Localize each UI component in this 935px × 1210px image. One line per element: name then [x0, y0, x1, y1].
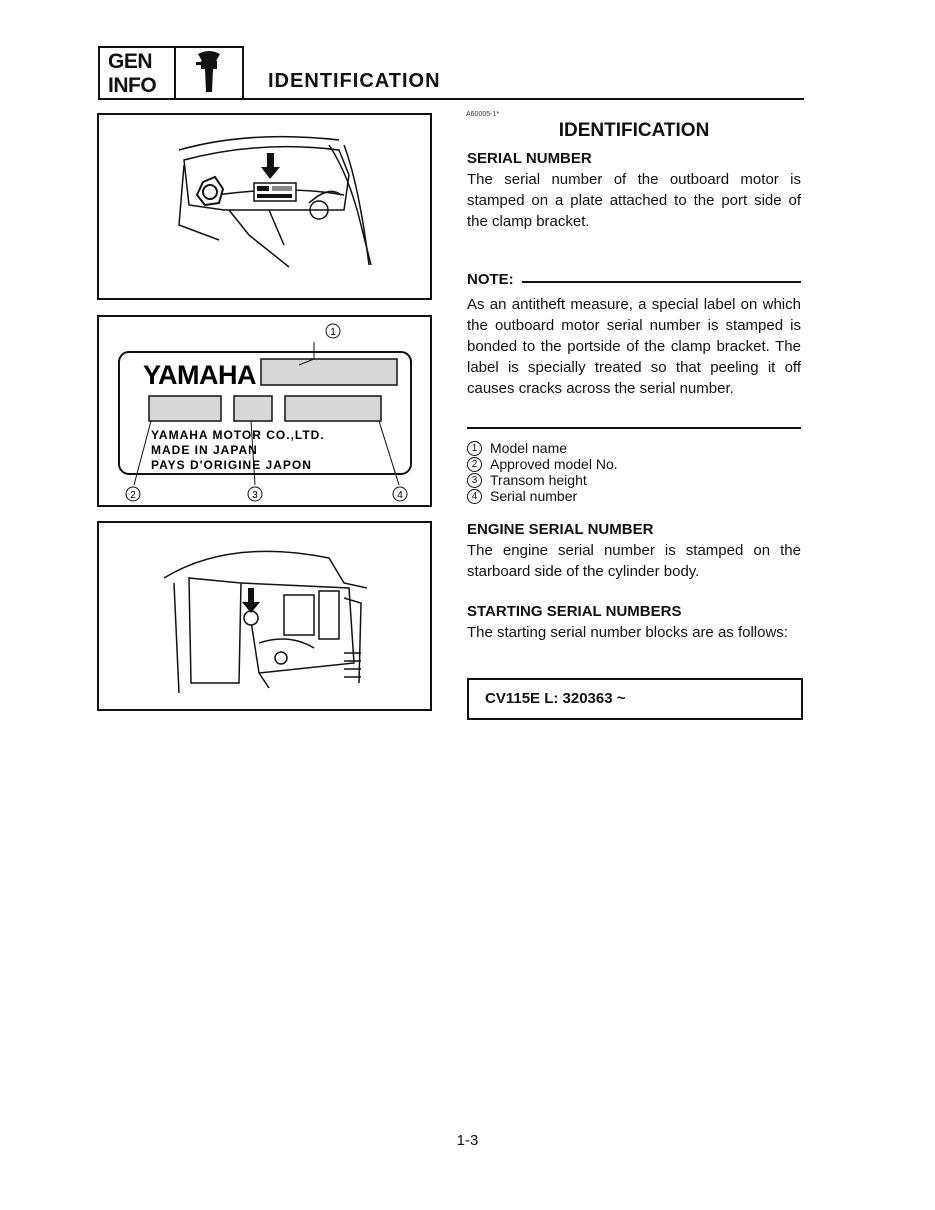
engine-illustration: [99, 523, 430, 709]
section-badge: [98, 46, 244, 100]
starting-serial-heading: STARTING SERIAL NUMBERS: [467, 603, 682, 620]
page-number: 1-3: [456, 1132, 479, 1149]
engine-figure: [97, 521, 432, 711]
note-header: [467, 271, 801, 288]
starting-serial-section: [467, 603, 801, 643]
callout-1: 1: [330, 327, 336, 338]
section-label-gen: GEN: [108, 50, 153, 73]
callout-4: 4: [397, 490, 403, 501]
header-rule: [244, 98, 804, 100]
legend-item: [467, 488, 618, 504]
document-code: A60005-1*: [466, 111, 500, 118]
plate-brand: YAMAHA: [143, 360, 257, 390]
note-divider: [522, 281, 801, 283]
engine-serial-heading: ENGINE SERIAL NUMBER: [467, 521, 654, 538]
engine-serial-section: [467, 521, 801, 582]
clamp-bracket-figure: [97, 113, 432, 300]
note-text: As an antitheft measure, a special label on which the outboard motor serial number is stamped is bonded to the portside of the clamp bracket. The label is specially treated so that peeling it off causes cracks across the serial number.: [467, 296, 801, 397]
content-title: IDENTIFICATION: [558, 120, 710, 141]
legend-item: [467, 440, 618, 456]
legend-number: 2: [467, 457, 482, 472]
serial-number-heading: SERIAL NUMBER: [467, 150, 592, 167]
serial-number-box: [467, 678, 803, 720]
plate-line-2: MADE IN JAPAN: [151, 443, 258, 457]
clamp-bracket-illustration: [99, 115, 430, 298]
legend-item: [467, 472, 618, 488]
section-label: [100, 48, 176, 98]
serial-number-value: CV115E L: 320363 ~: [485, 690, 626, 707]
legend-label: Approved model No.: [490, 456, 618, 472]
header-title: IDENTIFICATION: [268, 70, 441, 92]
legend-label: Serial number: [490, 488, 578, 504]
note-end-rule: [467, 427, 801, 429]
plate-line-3: PAYS D'ORIGINE JAPON: [151, 458, 312, 472]
plate-line-1: YAMAHA MOTOR CO.,LTD.: [151, 428, 325, 442]
note-label: NOTE:: [467, 271, 514, 288]
callout-2: 2: [130, 490, 136, 501]
legend-item: [467, 456, 618, 472]
serial-number-text: The serial number of the outboard motor is stamped on a plate attached to the port side of the clamp bracket.: [467, 171, 801, 230]
label-plate-figure: [97, 315, 432, 507]
legend-label: Transom height: [490, 472, 587, 488]
label-plate-illustration: [99, 317, 430, 505]
starting-serial-text: The starting serial number blocks are as follows:: [467, 624, 788, 641]
legend-number: 1: [467, 441, 482, 456]
callout-3: 3: [252, 490, 258, 501]
legend-number: 4: [467, 489, 482, 504]
engine-serial-text: The engine serial number is stamped on the starboard side of the cylinder body.: [467, 542, 801, 580]
outboard-motor-icon: [176, 48, 242, 98]
legend-label: Model name: [490, 440, 568, 456]
legend-number: 3: [467, 473, 482, 488]
callout-legend: [467, 440, 618, 504]
section-label-info: INFO: [108, 74, 157, 97]
serial-number-section: [467, 150, 801, 232]
